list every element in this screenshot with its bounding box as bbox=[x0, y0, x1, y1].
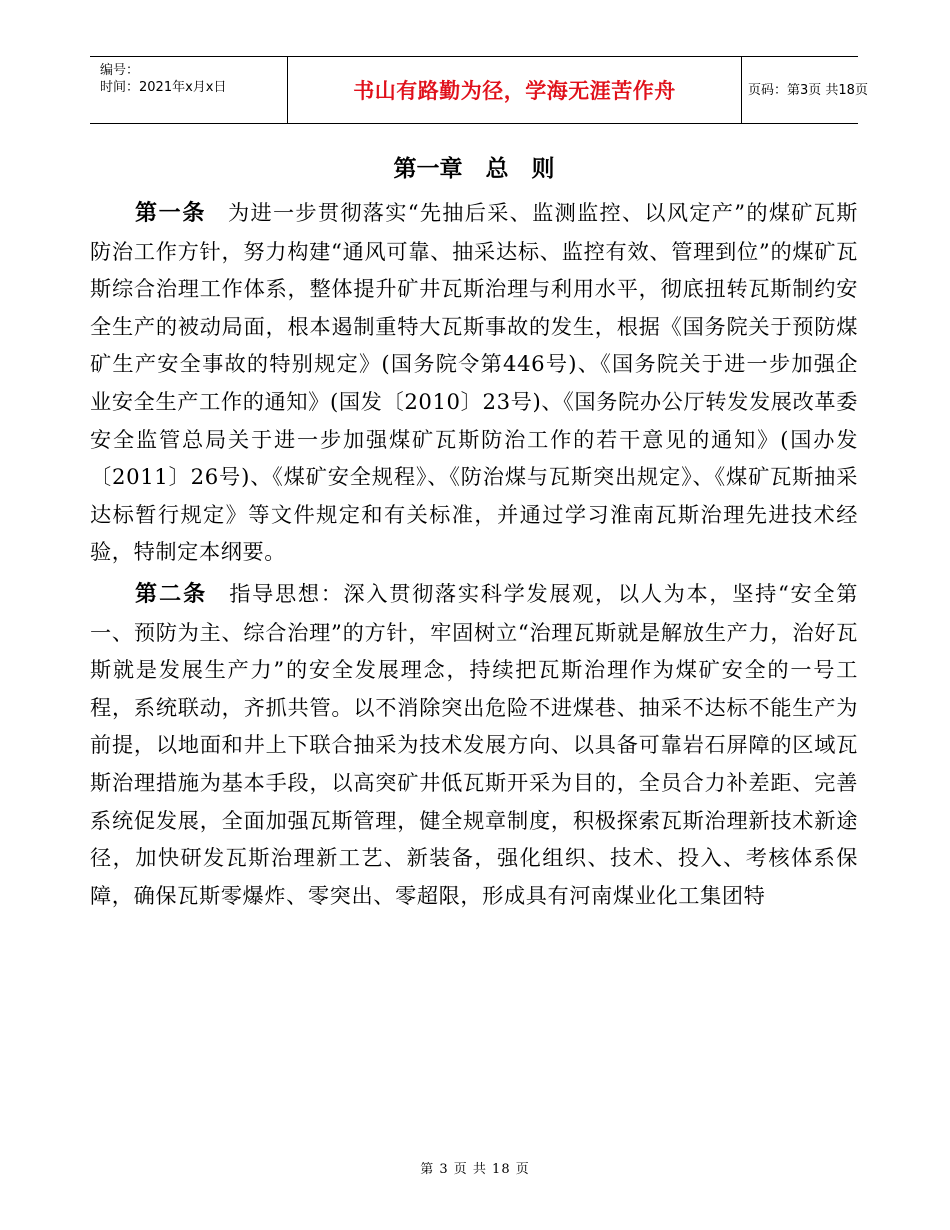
article-paragraph bbox=[90, 575, 858, 914]
header-motto-cell bbox=[287, 57, 742, 123]
article-heading: 第二条 bbox=[135, 581, 208, 607]
article-text: 为进一步贯彻落实“先抽后采、监测监控、以风定产”的煤矿瓦斯防治工作方针，努力构建“通风可靠、抽采达标、监控有效、管理到位”的煤矿瓦斯综合治理工作体系，整体提升矿井瓦斯治理与利用水平，彻底扭转瓦斯制约安全生产的被动局面，根本遏制重特大瓦斯事故的发生，根据《国务院关于预防煤矿生产安全事故的特别规定》(国务院令第446号)、《国务院关于进一步加强企业安全生产工作的通知》(国发〔2010〕23号)、《国务院办公厅转发发展改革委安全监管总局关于进一步加强煤矿瓦斯防治工作的若干意见的通知》(国办发〔2011〕26号)、《煤矿安全规程》、《防治煤与瓦斯突出规定》、《煤矿瓦斯抽采达标暂行规定》等文件规定和有关标准，并通过学习淮南瓦斯治理先进技术经验，特制定本纲要。 bbox=[90, 200, 858, 565]
page-header bbox=[90, 56, 868, 124]
header-motto: 书山有路勤为径，学海无涯苦作舟 bbox=[353, 79, 676, 103]
document-body bbox=[90, 194, 858, 914]
document-date-label: 时间：2021年x月x日 bbox=[100, 80, 227, 95]
header-meta bbox=[90, 57, 287, 123]
article-paragraph bbox=[90, 194, 858, 571]
page-footer: 第 3 页 共 18 页 bbox=[420, 1162, 530, 1177]
chapter-title: 第一章 总 则 bbox=[393, 156, 555, 182]
header-page-cell bbox=[740, 57, 868, 123]
header-page-number: 页码：第3页 共18页 bbox=[748, 82, 868, 98]
document-number-label: 编号： bbox=[100, 63, 140, 78]
article-heading: 第一条 bbox=[135, 201, 207, 226]
article-text: 指导思想：深入贯彻落实科学发展观，以人为本，坚持“安全第一、预防为主、综合治理”的方针，牢固树立“治理瓦斯就是解放生产力，治好瓦斯就是发展生产力”的安全发展理念，持续把瓦斯治理作为煤矿安全的一号工程，系统联动，齐抓共管。以不消除突出危险不进煤巷、抽采不达标不能生产为前提，以地面和井上下联合抽采为技术发展方向、以具备可靠岩石屏障的区域瓦斯治理措施为基本手段，以高突矿井低瓦斯开采为目的，全员合力补差距、完善系统促发展，全面加强瓦斯管理，健全规章制度，积极探索瓦斯治理新技术新途径，加快研发瓦斯治理新工艺、新装备，强化组织、技术、投入、考核体系保障，确保瓦斯零爆炸、零突出、零超限，形成具有河南煤业化工集团特 bbox=[90, 580, 858, 908]
